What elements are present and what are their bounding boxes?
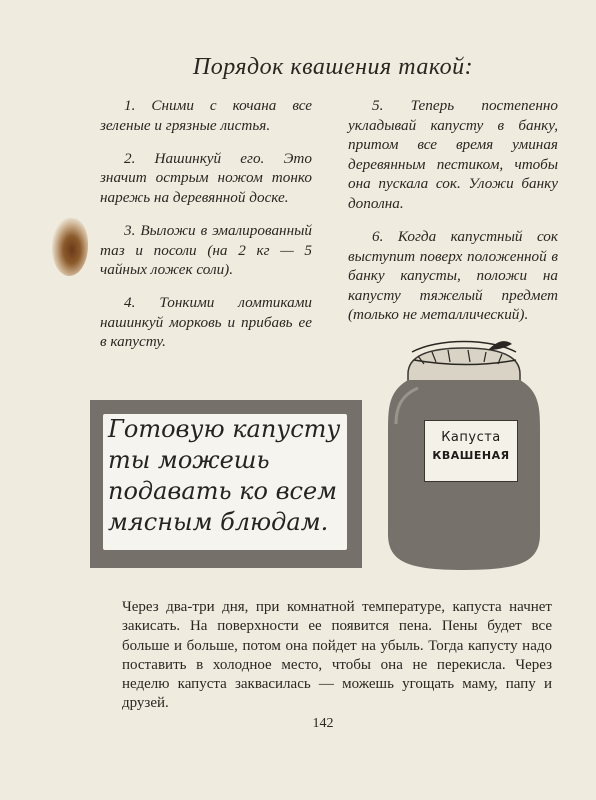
steps-left-column <box>100 96 312 366</box>
step-6: 6. Когда капустный сок выступит поверх положенной в банку капусты, положи на капусту тяжелый предмет (только не металлический). <box>348 228 558 324</box>
jar-label <box>424 420 518 482</box>
serving-tip-line-2: ты можешь <box>108 446 270 474</box>
fermentation-paragraph <box>122 598 552 714</box>
step-3: 3. Выложи в эмалированный таз и посоли (на 2 кг — 5 чайных ложек соли). <box>100 221 312 279</box>
serving-tip-line-1: Готовую капусту <box>108 415 341 443</box>
serving-tip-line-4: мясным блюдам. <box>108 508 329 536</box>
step-1: 1. Сними с кочана все зеленые и грязные листья. <box>100 97 312 134</box>
step-5: 5. Теперь постепенно укладывай капусту в банку, притом все время уминая деревянным пестиком, чтобы она пускала сок. Уложи банку дополна. <box>348 97 558 212</box>
serving-tip-card <box>90 400 362 568</box>
jar-label-line-2: КВАШЕНАЯ <box>432 449 510 462</box>
fermentation-text: Через два-три дня, при комнатной температуре, капуста начнет закисать. На поверхности ее появится пена. Пены будет все больше и больше, потом она пойдет на убыль. Тогда капусту надо поставить в холодное место, чтобы она не перекисла. Через неделю капуста заквасилась — можешь угощать маму, папу и друзей. <box>122 599 552 712</box>
page-number: 142 <box>312 716 334 731</box>
serving-tip-line-3: подавать ко всем <box>108 477 338 505</box>
step-4: 4. Тонкими ломтиками нашинкуй морковь и прибавь ее в капусту. <box>100 294 312 351</box>
jar-label-line-1: Капуста <box>441 430 501 445</box>
serving-tip-text <box>108 414 340 538</box>
step-2: 2. Нашинкуй его. Это значит острым ножом тонко нарежь на деревянной доске. <box>100 149 312 206</box>
steps-right-column <box>348 96 558 339</box>
page-heading: Порядок квашения такой: <box>192 54 474 80</box>
stain-mark <box>52 218 88 276</box>
